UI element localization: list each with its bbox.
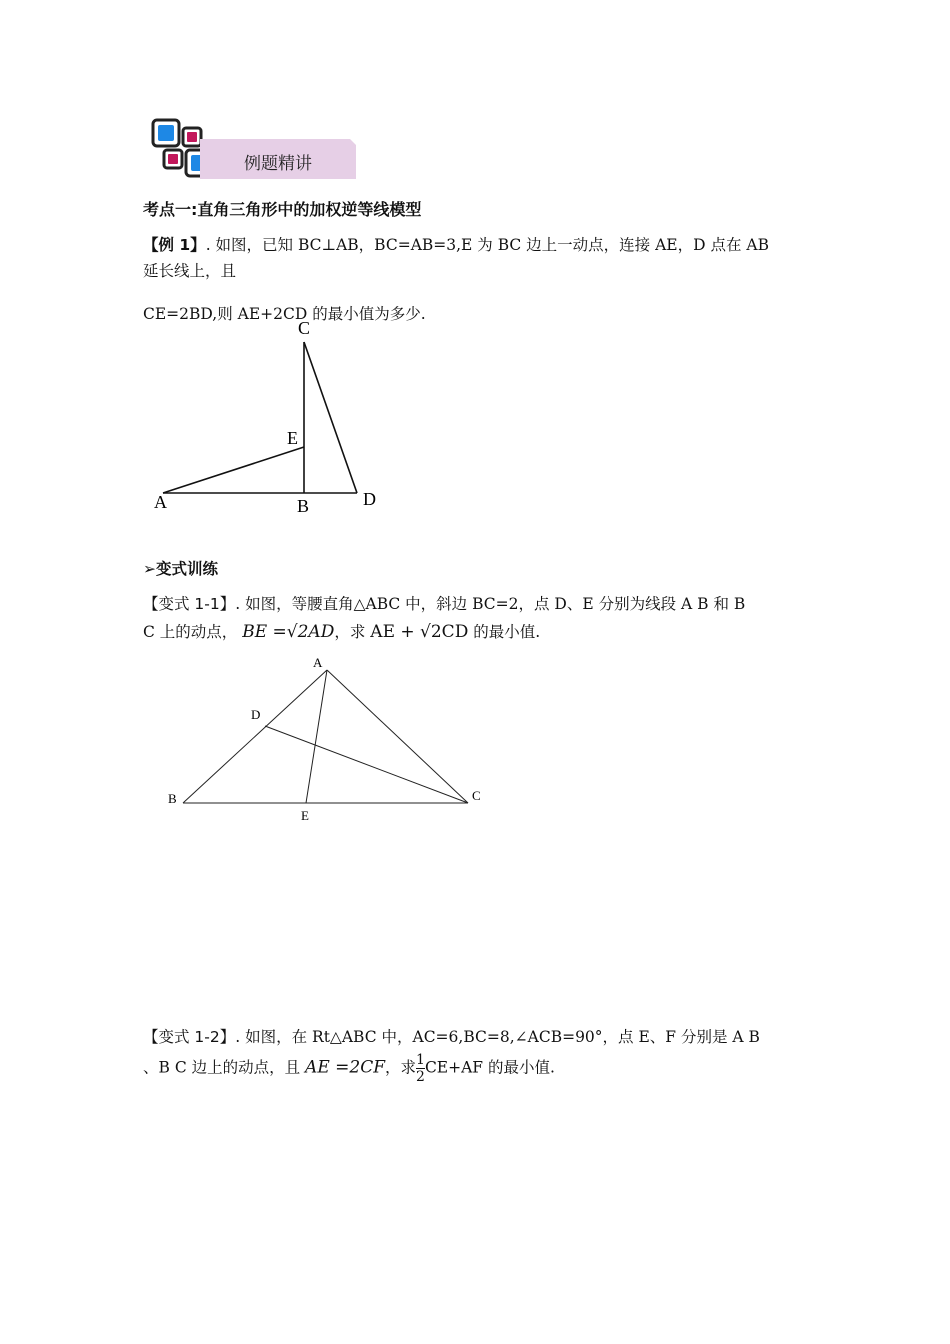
variant1-formula-target: AE + √2CD	[370, 622, 469, 642]
point-a-label: A	[313, 655, 323, 670]
segment-cd	[304, 342, 357, 493]
variant2-line2	[143, 1052, 555, 1085]
fraction-numerator: 1	[416, 1052, 425, 1068]
segment-ae	[306, 670, 327, 803]
segment-ac	[327, 670, 468, 803]
variant1-tag: 【变式 1-1】	[143, 595, 236, 613]
variant1-text1: . 如图，等腰直角△ABC 中，斜边 BC=2，点 D、E 分别为线段 A B 和 B	[235, 595, 746, 613]
variant1-line2	[143, 620, 540, 642]
variant1-formula-be: BE =√2AD	[242, 622, 335, 642]
example1-line2: 延长线上，且	[143, 262, 237, 280]
segment-dc	[265, 726, 468, 803]
arrow-icon: ➢	[143, 560, 156, 578]
example1-figure	[140, 312, 400, 522]
segment-ab	[183, 670, 327, 803]
variant1-text3: ，求	[334, 623, 366, 641]
variant1-text2: C 上的动点，	[143, 623, 238, 641]
variant2-text3: ，求	[385, 1058, 417, 1077]
variant2-formula-ae: AE =2CF	[305, 1057, 385, 1078]
variant2-tag: 【变式 1-2】	[143, 1028, 236, 1046]
variant1-figure	[160, 652, 500, 827]
point-d-label: D	[363, 489, 376, 509]
topic-title: 考点一:直角三角形中的加权逆等线模型	[143, 200, 422, 219]
example1-text1: . 如图，已知 BC⊥AB，BC=AB=3,E 为 BC 边上一动点，连接 AE，D 点在 AB	[205, 236, 769, 254]
point-c-label: C	[472, 788, 481, 803]
example1-tag: 【例 1】	[143, 236, 206, 254]
example1-line3: CE=2BD,则 AE+2CD 的最小值为多少.	[143, 305, 426, 323]
point-d-label: D	[251, 707, 261, 722]
point-e-label: E	[301, 808, 309, 823]
point-b-label: B	[297, 496, 310, 516]
point-a-label: A	[154, 492, 167, 512]
variant2-line1	[143, 1025, 760, 1047]
segment-ae	[163, 447, 304, 493]
point-e-label: E	[287, 428, 298, 448]
variant1-line1	[143, 592, 745, 614]
variant2-fraction	[416, 1052, 425, 1085]
variant1-text4: 的最小值.	[473, 623, 541, 641]
example1-line1	[143, 233, 769, 255]
practice-title-text: 变式训练	[156, 560, 219, 578]
fraction-denominator: 2	[416, 1069, 425, 1085]
point-b-label: B	[168, 791, 177, 806]
practice-title	[143, 557, 218, 579]
variant2-text2: 、B C 边上的动点，且	[143, 1058, 301, 1077]
section-header-title: 例题精讲	[244, 154, 312, 174]
variant2-text4: CE+AF 的最小值.	[424, 1058, 555, 1077]
point-c-label: C	[298, 318, 311, 338]
variant2-text1: . 如图，在 Rt△ABC 中，AC=6,BC=8,∠ACB=90°，点 E、F 分别是 A B	[235, 1028, 760, 1046]
